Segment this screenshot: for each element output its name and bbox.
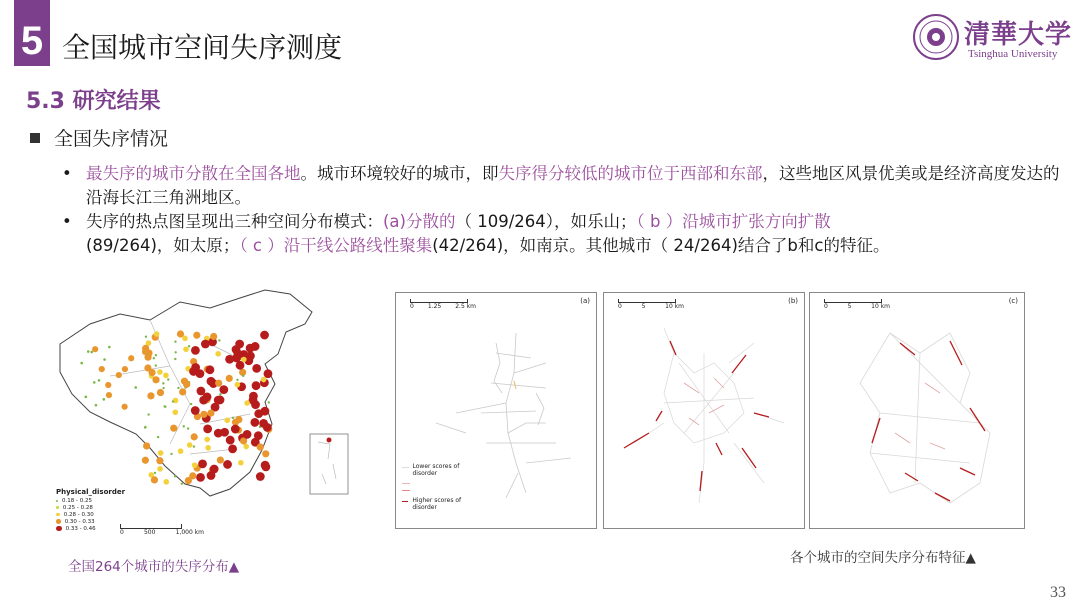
- city-dot: [216, 396, 225, 405]
- city-dot: [226, 375, 233, 382]
- city-dot: [235, 416, 242, 423]
- city-dot: [219, 385, 228, 394]
- city-dot: [190, 403, 192, 405]
- city-dot: [147, 392, 154, 399]
- city-dot: [155, 354, 157, 356]
- city-dot: [193, 445, 195, 447]
- city-dot: [108, 346, 111, 349]
- city-dot: [155, 364, 157, 366]
- city-dot: [167, 378, 169, 380]
- city-dot: [173, 409, 179, 415]
- city-dot: [106, 392, 112, 398]
- legend-high-label: Higher scores of disorder: [412, 497, 462, 511]
- city-dot: [263, 423, 272, 432]
- city-dot: [144, 364, 151, 371]
- bullet-item: [62, 210, 1062, 258]
- city-dot: [189, 367, 198, 376]
- panel-label: (c): [1008, 297, 1018, 305]
- university-logo: [912, 12, 1072, 64]
- city-dot: [154, 472, 156, 474]
- city-dot: [153, 357, 155, 359]
- city-dot: [157, 466, 163, 472]
- city-dot: [98, 379, 101, 382]
- bullet-list: [62, 162, 1062, 258]
- city-dot: [105, 382, 111, 388]
- city-dot: [85, 396, 88, 399]
- city-dot: [122, 366, 128, 372]
- page-number: 33: [1050, 584, 1066, 601]
- city-dot: [256, 472, 265, 481]
- scale-label: 1,000 km: [175, 529, 204, 536]
- panel-a: [395, 292, 597, 529]
- city-dot: [191, 433, 198, 440]
- legend-dot-icon: [56, 500, 58, 502]
- city-dot: [183, 425, 185, 427]
- city-dot: [128, 355, 134, 361]
- map-legend: [56, 497, 96, 532]
- city-dot: [174, 475, 176, 477]
- panel-b-map: [604, 293, 804, 528]
- city-dot: [246, 344, 255, 353]
- city-dot: [261, 377, 267, 383]
- legend-dot-icon: [56, 513, 60, 517]
- panel-c-map: [810, 293, 1024, 528]
- city-dot: [179, 388, 186, 395]
- bullet-text: (89/264)，如太原；: [86, 236, 240, 255]
- city-dot: [185, 477, 192, 484]
- legend-dot-icon: [56, 526, 62, 532]
- city-dot: [193, 332, 200, 339]
- city-dot: [191, 346, 200, 355]
- scale-label: 10 km: [665, 303, 684, 310]
- subheading-text: 全国失序情况: [54, 128, 169, 150]
- city-dot: [260, 331, 269, 340]
- city-dot: [122, 404, 128, 410]
- city-dot: [199, 396, 208, 405]
- city-dot: [95, 404, 98, 407]
- section-number-badge: 5: [14, 0, 50, 66]
- city-dot: [147, 413, 149, 415]
- city-dot: [235, 382, 241, 388]
- city-dot: [232, 417, 234, 419]
- city-dot: [177, 387, 179, 389]
- legend-label: 0.25 - 0.28: [62, 504, 93, 511]
- city-dot: [99, 366, 105, 372]
- city-dot: [254, 409, 263, 418]
- city-dot: [215, 380, 222, 387]
- city-dot: [142, 457, 149, 464]
- city-dot: [207, 409, 214, 416]
- legend-label: 0.18 - 0.25: [62, 497, 92, 504]
- city-dot: [152, 376, 159, 383]
- city-dot: [103, 358, 106, 361]
- city-dot: [236, 379, 238, 381]
- city-dot: [242, 375, 244, 377]
- city-dot: [181, 483, 183, 485]
- city-dot: [172, 400, 174, 402]
- scale-label: 0: [120, 529, 124, 536]
- bullet-text: ，这些地区风景优美或是经济高度发达的沿海长江三角洲地区。: [86, 164, 1060, 207]
- city-dot: [144, 426, 146, 428]
- legend-item: [56, 504, 96, 511]
- legend-low-label: Lower scores of disorder: [412, 463, 460, 477]
- city-dot: [158, 450, 164, 456]
- city-dot: [219, 393, 221, 395]
- legend-title: Physical_disorder: [56, 488, 126, 496]
- city-dot: [204, 437, 210, 443]
- logo-chinese-text: 清華大学: [964, 20, 1073, 49]
- panel-legend: [402, 463, 472, 511]
- subheading: [30, 124, 168, 151]
- city-dot: [163, 373, 169, 379]
- bullet-text: 失序的热点图呈现出三种空间分布模式：: [86, 212, 383, 231]
- scale-label: 10 km: [871, 303, 890, 310]
- city-dot: [90, 351, 93, 354]
- panel-c: [809, 292, 1025, 529]
- city-dot: [178, 448, 184, 454]
- city-dot: [156, 457, 163, 464]
- scale-label: 2.5 km: [455, 303, 476, 310]
- city-dot: [252, 364, 261, 373]
- scale-label: 5: [847, 303, 852, 310]
- legend-item: [56, 497, 96, 504]
- city-dot: [252, 381, 261, 390]
- city-dot: [261, 461, 270, 470]
- legend-label: 0.28 - 0.30: [63, 511, 94, 518]
- scale-label: 0: [410, 303, 414, 310]
- legend-dot-icon: [56, 519, 61, 524]
- city-dot: [224, 418, 230, 424]
- city-dot: [163, 405, 165, 407]
- city-dot: [200, 411, 207, 418]
- city-dot: [206, 365, 215, 374]
- china-disorder-map: [50, 284, 365, 544]
- city-dot: [201, 340, 210, 349]
- city-dot: [174, 358, 176, 360]
- highlight-text: (a)分散的: [383, 212, 456, 231]
- highlight-text: 失序得分较低的城市位于西部和东部: [498, 164, 763, 183]
- city-dot: [192, 462, 198, 468]
- city-dot: [191, 406, 200, 415]
- legend-item: [56, 525, 96, 532]
- city-dot: [174, 351, 176, 353]
- city-dot: [223, 460, 232, 469]
- city-dot: [243, 430, 252, 439]
- city-dot: [87, 350, 90, 353]
- city-dot: [181, 378, 188, 385]
- city-dot: [217, 456, 224, 463]
- city-dot: [80, 362, 83, 365]
- city-dot: [250, 418, 259, 427]
- city-dot: [203, 424, 212, 433]
- section-title: 5.3 研究结果: [26, 89, 161, 114]
- panel-label: (a): [580, 297, 590, 305]
- city-dot: [207, 471, 216, 480]
- city-dot: [235, 340, 244, 349]
- city-dot: [264, 369, 273, 378]
- city-dot: [238, 460, 244, 466]
- city-dot: [92, 346, 98, 352]
- highlight-text: （ b ）沿城市扩张方向扩散: [636, 212, 831, 231]
- city-dot: [157, 369, 163, 375]
- highlight-text: （ c ）沿干线公路线性聚集: [239, 236, 433, 255]
- city-dot: [244, 400, 250, 406]
- city-dot: [198, 459, 207, 468]
- city-dot: [163, 479, 169, 485]
- bullet-text: (42/264)，如南京。其他城市（ 24/264)结合了b和c的特征。: [432, 236, 890, 255]
- highlight-text: 最失序的城市分散在全国各地: [86, 164, 301, 183]
- city-dot: [183, 346, 189, 352]
- city-dot: [249, 392, 258, 401]
- city-dot: [196, 473, 205, 482]
- panel-label: (b): [788, 297, 798, 305]
- city-dot: [162, 382, 164, 384]
- bullet-text: （ 109/264），如乐山；: [455, 212, 637, 231]
- logo-english-text: Tsinghua University: [968, 48, 1058, 60]
- city-dot: [197, 387, 206, 396]
- city-dot: [116, 372, 122, 378]
- city-dot: [157, 389, 164, 396]
- city-dot: [210, 333, 217, 340]
- panel-b: [603, 292, 805, 529]
- city-dot: [103, 398, 106, 401]
- legend-item: [56, 511, 96, 518]
- page-title: 全国城市空间失序测度: [62, 31, 343, 64]
- china-map-graphic: [50, 284, 365, 544]
- city-dot: [151, 476, 158, 483]
- bullet-text: 。城市环境较好的城市，即: [300, 164, 499, 183]
- city-dot: [157, 436, 159, 438]
- legend-label: 0.33 - 0.46: [65, 525, 96, 532]
- scale-label: 0: [824, 303, 828, 310]
- legend-label: 0.30 - 0.33: [64, 518, 95, 525]
- city-dot: [188, 345, 190, 347]
- city-dot: [187, 427, 189, 429]
- city-dot: [142, 349, 148, 355]
- city-dot: [268, 401, 270, 403]
- city-dot: [262, 450, 269, 457]
- city-dot: [232, 354, 241, 363]
- map-scale-bar: [120, 524, 204, 536]
- panels-caption: 各个城市的空间失序分布特征▲: [790, 550, 976, 566]
- city-dot: [174, 340, 176, 342]
- city-dot: [218, 339, 220, 341]
- map-caption: 全国264个城市的失序分布▲: [68, 559, 240, 575]
- city-dot: [228, 444, 237, 453]
- city-dot: [93, 381, 96, 384]
- city-dot: [205, 445, 211, 451]
- city-dot: [145, 336, 147, 338]
- city-dot: [162, 387, 164, 389]
- city-dot: [231, 425, 240, 434]
- city-dot: [207, 377, 216, 386]
- city-dot: [170, 453, 172, 455]
- city-dot: [143, 442, 150, 449]
- city-dot: [187, 442, 193, 448]
- city-dot: [257, 443, 264, 450]
- city-dot: [215, 351, 221, 357]
- scale-label: 0: [618, 303, 622, 310]
- bullet-item: [62, 162, 1062, 210]
- city-dot: [170, 425, 177, 432]
- city-dot: [243, 444, 249, 450]
- square-bullet-icon: [30, 133, 40, 143]
- legend-item: [56, 518, 96, 525]
- scale-label: 1.25: [427, 303, 442, 310]
- city-dot: [182, 336, 188, 342]
- scale-label: 500: [143, 529, 156, 536]
- legend-dot-icon: [56, 506, 59, 509]
- city-dot: [226, 436, 235, 445]
- city-dot: [154, 331, 160, 337]
- city-dot: [220, 428, 229, 437]
- city-dot: [134, 386, 137, 389]
- scale-label: 5: [641, 303, 646, 310]
